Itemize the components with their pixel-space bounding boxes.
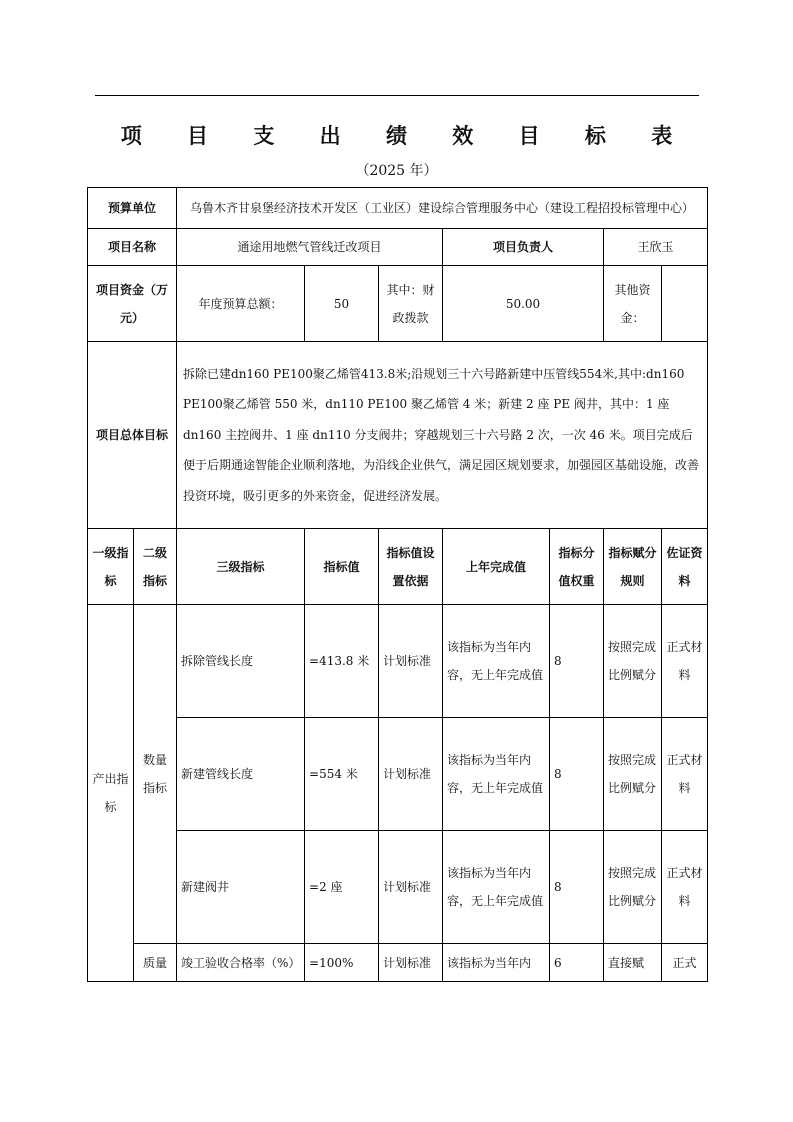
overall-goal-text: 拆除已建dn160 PE100聚乙烯管413.8米;沿规划三十六号路新建中压管线554米,其中:dn160 PE100聚乙烯管 550 米，dn110 PE100 聚乙烯管 4 米；新建 2 座 PE 阀井，其中：1 座 dn160 主控阀井、1 座 dn110 分支阀井；穿越规划三十六号路 2 次，一次 46 米。项目完成后便于后期通途智能企业顺利落地，为沿线企业供气，满足园区规划要求，加强园区基础设施，改善投资环境，吸引更多的外来资金，促进经济发展。 [177, 342, 708, 529]
indicator-weight: 6 [550, 944, 604, 982]
indicator-value: =554 米 [305, 718, 379, 831]
year-subtitle: （2025 年） [355, 163, 438, 179]
project-name-label: 项目名称 [88, 229, 177, 266]
page-title: 项 目 支 出 绩 效 目 标 表 [120, 124, 692, 148]
indicator-last-year: 该指标为当年内容，无上年完成值 [443, 605, 550, 718]
indicator-rule: 按照完成比例赋分 [604, 605, 662, 718]
performance-table [87, 187, 708, 982]
indicator-value: =100% [305, 944, 379, 982]
indicator-name: 竣工验收合格率（%） [177, 944, 305, 982]
header-weight: 指标分值权重 [550, 529, 604, 605]
fiscal-allocation-label: 其中：财政拨款 [379, 266, 443, 342]
indicator-basis: 计划标准 [379, 605, 443, 718]
annual-budget-value: 50 [305, 266, 379, 342]
indicator-rule: 按照完成比例赋分 [604, 831, 662, 944]
indicator-weight: 8 [550, 718, 604, 831]
quality-indicator-row [88, 944, 708, 982]
budget-unit-label: 预算单位 [88, 188, 177, 229]
header-rule [95, 95, 699, 96]
project-name-value: 通途用地燃气管线迁改项目 [177, 229, 443, 266]
project-leader-value: 王欣玉 [604, 229, 708, 266]
other-funds-label: 其他资金： [604, 266, 662, 342]
indicator-weight: 8 [550, 605, 604, 718]
indicator-value: =2 座 [305, 831, 379, 944]
indicator-rule: 按照完成比例赋分 [604, 718, 662, 831]
indicator-basis: 计划标准 [379, 831, 443, 944]
annual-budget-label: 年度预算总额： [177, 266, 305, 342]
output-indicator-label: 产出指标 [88, 605, 134, 982]
header-evidence: 佐证资料 [662, 529, 708, 605]
indicator-basis: 计划标准 [379, 944, 443, 982]
budget-unit-value: 乌鲁木齐甘泉堡经济技术开发区（工业区）建设综合管理服务中心（建设工程招投标管理中心） [177, 188, 708, 229]
budget-unit-row [88, 188, 708, 229]
indicator-row [88, 831, 708, 944]
indicator-name: 新建阀井 [177, 831, 305, 944]
indicator-weight: 8 [550, 831, 604, 944]
indicator-evidence: 正式材料 [662, 605, 708, 718]
quantity-indicator-label: 数量指标 [134, 605, 177, 944]
header-value: 指标值 [305, 529, 379, 605]
indicator-last-year: 该指标为当年内 [443, 944, 550, 982]
indicator-last-year: 该指标为当年内容，无上年完成值 [443, 718, 550, 831]
header-level2: 二级指标 [134, 529, 177, 605]
indicator-evidence: 正式 [662, 944, 708, 982]
overall-goal-label: 项目总体目标 [88, 342, 177, 529]
indicator-header-row [88, 529, 708, 605]
overall-goal-row [88, 342, 708, 529]
project-leader-label: 项目负责人 [443, 229, 604, 266]
fiscal-allocation-value: 50.00 [443, 266, 604, 342]
header-level3: 三级指标 [177, 529, 305, 605]
indicator-evidence: 正式材料 [662, 831, 708, 944]
indicator-row [88, 605, 708, 718]
indicator-name: 新建管线长度 [177, 718, 305, 831]
indicator-value: =413.8 米 [305, 605, 379, 718]
project-funds-row [88, 266, 708, 342]
project-funds-label: 项目资金（万元） [88, 266, 177, 342]
indicator-rule: 直接赋 [604, 944, 662, 982]
indicator-basis: 计划标准 [379, 718, 443, 831]
header-rule: 指标赋分规则 [604, 529, 662, 605]
indicator-row [88, 718, 708, 831]
other-funds-value [662, 266, 708, 342]
indicator-last-year: 该指标为当年内容，无上年完成值 [443, 831, 550, 944]
indicator-evidence: 正式材料 [662, 718, 708, 831]
header-level1: 一级指标 [88, 529, 134, 605]
header-basis: 指标值设置依据 [379, 529, 443, 605]
quality-indicator-label: 质量 [134, 944, 177, 982]
indicator-name: 拆除管线长度 [177, 605, 305, 718]
project-name-row [88, 229, 708, 266]
header-last-year: 上年完成值 [443, 529, 550, 605]
